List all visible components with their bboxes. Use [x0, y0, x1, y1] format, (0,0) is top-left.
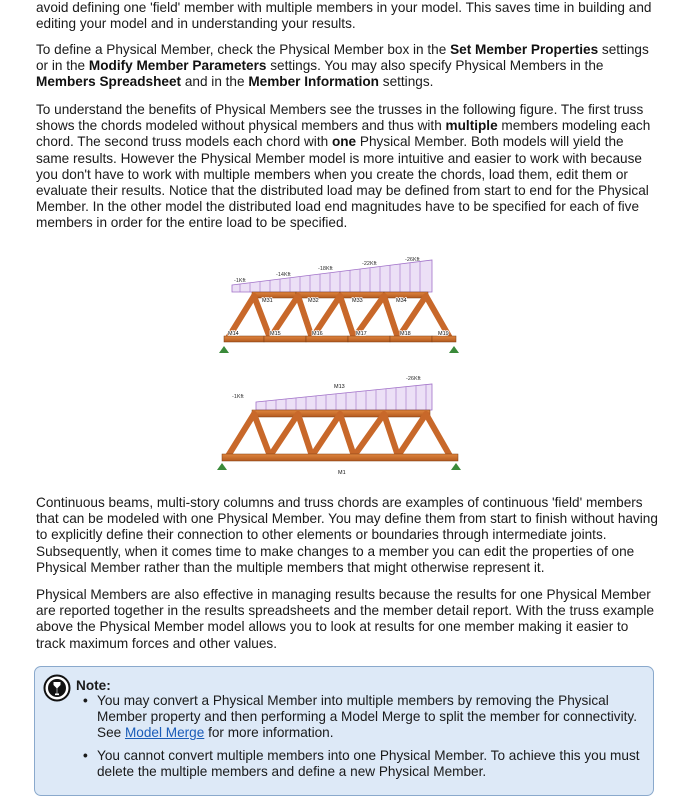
define-paragraph: To define a Physical Member, check the Physical Member box in the Set Member Properties settings or in the Modify Member Parameters settings. You may also specify Physical Members in the Members Spreadsheet and in the Member Information settings.: [36, 42, 649, 90]
effective-paragraph: Physical Members are also effective in managing results because the results for one Physical Member are reported together in the results spreadsheets and the member detail report. With the truss example above the Physical Member model allows you to look at results for one member making it easier to track maximum forces and other values.: [36, 587, 655, 651]
truss-multiple-members: [219, 257, 459, 353]
load-label: -14Kft: [276, 272, 291, 278]
member-label: M33: [352, 298, 363, 304]
note-list: [97, 693, 647, 786]
note-title: Note:: [76, 678, 111, 693]
note-item: • You cannot convert multiple members into one Physical Member. To achieve this you must delete the multiple members and define a new Physical Member.: [97, 748, 647, 780]
member-label: M1: [338, 470, 346, 476]
truss-figure: [210, 252, 490, 480]
member-label: M15: [270, 331, 281, 337]
set-member-properties-term: Set Member Properties: [450, 42, 599, 57]
member-label: M14: [228, 331, 239, 337]
multiple-term: multiple: [445, 118, 498, 134]
modify-member-parameters-term: Modify Member Parameters: [88, 58, 267, 74]
load-label: -22Kft: [362, 261, 377, 267]
member-label: M16: [312, 331, 323, 337]
member-label: M32: [308, 298, 319, 304]
member-label: M34: [396, 298, 407, 304]
member-label: M19: [438, 331, 449, 337]
load-label: -26Kft: [405, 257, 420, 263]
member-information-term: Member Information: [248, 74, 379, 90]
load-label: -1Kft: [234, 278, 246, 284]
member-label: M18: [400, 331, 411, 337]
note-item: • You may convert a Physical Member into multiple members by removing the Physical Member property and then performing a Model Merge to split the member for connectivity. See Model Merge for more information.: [97, 693, 647, 742]
member-label: M17: [356, 331, 367, 337]
note-box: [34, 666, 654, 796]
member-label: M13: [334, 384, 345, 390]
understand-paragraph: To understand the benefits of Physical Members see the trusses in the following figure. The first truss shows the chords modeled without physical members and thus with multiple members modeling each chord. The second truss models each chord with one Physical Member. Both models will yield the same results. However the Physical Member model is more intuitive and easier to work with because you don't have to work with multiple members when you create the chords, load them, edit them or evaluate their results. Notice that the distributed load may be defined from start to end for the Physical Member. In the other model the distributed load end magnitudes have to be specified for each of five members in order for the entire load to be specified.: [36, 102, 651, 231]
load-label: -1Kft: [232, 394, 244, 400]
one-term: one: [331, 134, 357, 150]
load-label: -18Kft: [318, 266, 333, 272]
truss-physical-members: [217, 376, 461, 476]
intro-paragraph: avoid defining one 'field' member with multiple members in your model. This saves time in building and editing your model and in understanding your results.: [36, 0, 652, 32]
members-spreadsheet-term: Members Spreadsheet: [36, 74, 182, 90]
continuous-paragraph: Continuous beams, multi-story columns and truss chords are examples of continuous 'field' members that can be modeled with one Physical Member. You may define them from start to finish without having to explicitly define their connection to other elements or boundaries through intermediate joints. Subsequently, when it comes time to make changes to a member you can edit the properties of one Physical Member rather than the multiple members that might otherwise represent it.: [36, 495, 658, 575]
load-label: -26Kft: [406, 376, 421, 382]
note-icon: [43, 674, 71, 702]
member-label: M31: [262, 298, 273, 304]
model-merge-link[interactable]: Model Merge: [124, 725, 205, 741]
